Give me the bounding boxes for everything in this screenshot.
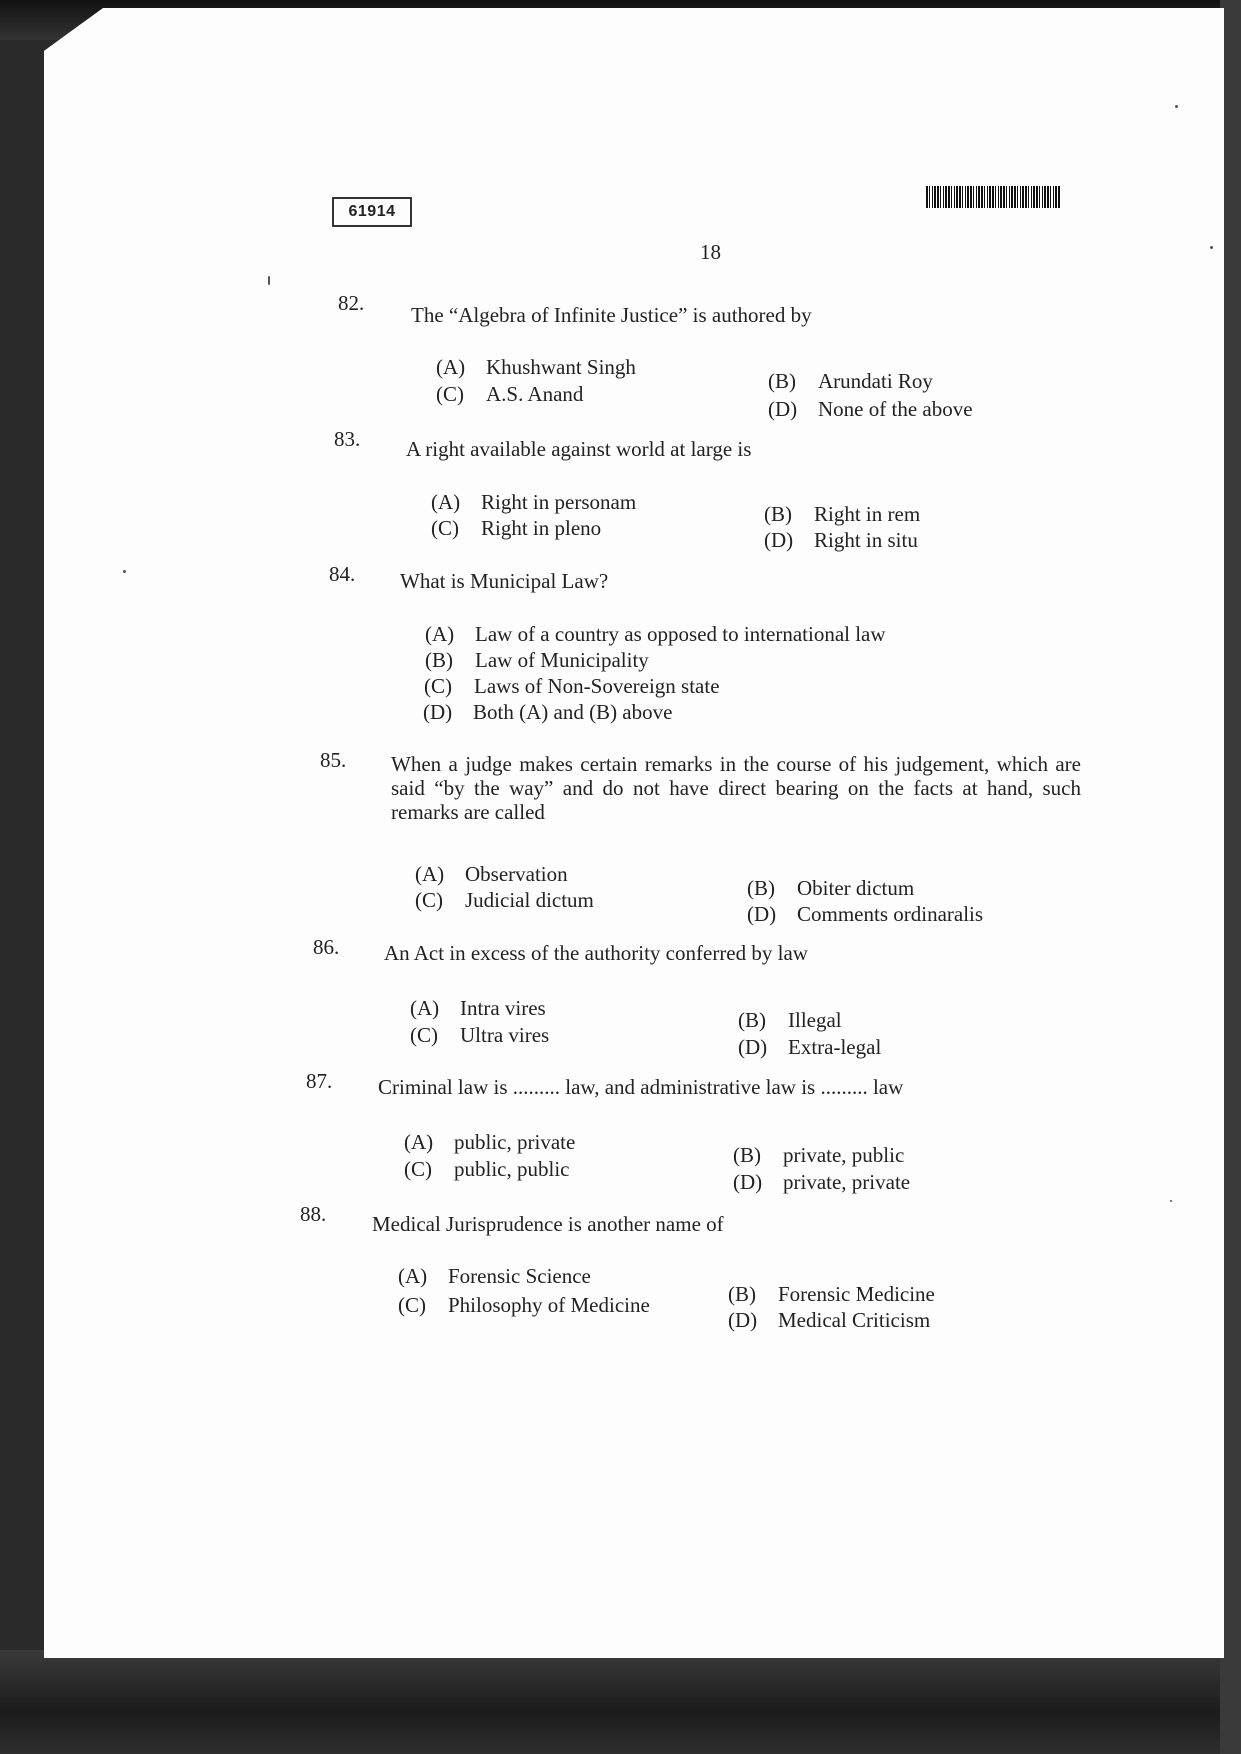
option-text: Arundati Roy [818,369,933,393]
scan-speck [1175,105,1178,108]
question-text: Medical Jurisprudence is another name of [372,1212,724,1236]
option-text: Judicial dictum [465,888,594,912]
option-text: public, private [454,1130,576,1154]
option-b [764,502,920,526]
option-letter: (C) [436,382,464,406]
scan-speck [1210,246,1213,249]
option-c [415,888,594,912]
option-b [728,1282,935,1306]
option-c [436,382,583,406]
option-letter: (B) [738,1008,766,1032]
option-letter: (A) [410,996,440,1020]
option-text: Observation [465,862,568,886]
option-text: Right in rem [814,502,921,526]
question-text: The “Algebra of Infinite Justice” is authored by [411,303,812,327]
question-number: 88. [300,1202,327,1226]
option-a [436,355,636,379]
option-letter: (D) [738,1035,768,1059]
scan-speck [268,276,270,285]
option-d [728,1308,930,1332]
scan-speck [123,570,126,573]
option-text: Forensic Medicine [778,1282,935,1306]
option-text: Laws of Non-Sovereign state [474,674,720,698]
option-b [425,648,649,672]
option-letter: (C) [415,888,443,912]
option-text: public, public [454,1157,570,1181]
question-number: 86. [313,935,340,959]
option-c [424,674,720,698]
option-a [398,1264,591,1288]
option-text: Intra vires [460,996,546,1020]
option-text: Philosophy of Medicine [448,1293,650,1317]
option-letter: (C) [404,1157,432,1181]
option-letter: (B) [768,369,796,393]
scan-speck [1170,1200,1172,1202]
question-number: 84. [329,562,356,586]
option-d [768,397,973,421]
option-letter: (A) [415,862,445,886]
option-text: Medical Criticism [778,1308,931,1332]
question-text: Criminal law is ......... law, and administrative law is ......... law [378,1075,904,1099]
option-a [425,622,886,646]
option-letter: (A) [436,355,466,379]
option-a [404,1130,575,1154]
option-text: Khushwant Singh [486,355,636,379]
question-number: 87. [306,1069,333,1093]
option-letter: (A) [431,490,461,514]
option-b [733,1143,904,1167]
option-text: Forensic Science [448,1264,591,1288]
question-number: 85. [320,748,347,772]
option-letter: (D) [768,397,798,421]
option-letter: (C) [431,516,459,540]
option-letter: (A) [404,1130,434,1154]
option-text: Right in situ [814,528,918,552]
question-text: A right available against world at large is [406,437,752,461]
option-text: Right in personam [481,490,637,514]
option-letter: (C) [398,1293,426,1317]
question-text: What is Municipal Law? [400,569,609,593]
option-text: Law of Municipality [475,648,649,672]
option-letter: (D) [733,1170,763,1194]
option-b [747,876,914,900]
page-number: 18 [700,240,721,264]
option-letter: (B) [764,502,792,526]
option-d [747,902,983,926]
option-letter: (A) [398,1264,428,1288]
option-text: Obiter dictum [797,876,915,900]
option-letter: (C) [424,674,452,698]
option-text: Extra-legal [788,1035,882,1059]
scan-background-bottom [0,1650,1241,1754]
option-a [410,996,546,1020]
paper-sheet [44,8,1224,1658]
option-letter: (B) [728,1282,756,1306]
option-text: Ultra vires [460,1023,550,1047]
option-letter: (D) [747,902,777,926]
option-a [415,862,568,886]
option-d [423,700,672,724]
option-text: Right in pleno [481,516,602,540]
paper-code-box: 61914 [332,197,412,227]
option-a [431,490,636,514]
option-letter: (B) [425,648,453,672]
option-c [404,1157,569,1181]
option-text: A.S. Anand [486,382,584,406]
option-b [738,1008,842,1032]
option-letter: (B) [747,876,775,900]
option-text: Law of a country as opposed to international law [475,622,886,646]
option-text: private, private [783,1170,911,1194]
option-letter: (D) [728,1308,758,1332]
option-c [410,1023,549,1047]
question-number: 82. [338,291,365,315]
option-text: Comments ordinaralis [797,902,984,926]
option-letter: (D) [764,528,794,552]
option-letter: (B) [733,1143,761,1167]
question-text: When a judge makes certain remarks in the course of his judgement, which are said “by the way” and do not have direct bearing on the facts at hand, such remarks are called [391,752,1081,824]
option-b [768,369,933,393]
option-d [764,528,918,552]
option-text: private, public [783,1143,905,1167]
option-text: None of the above [818,397,973,421]
option-c [431,516,601,540]
option-d [733,1170,910,1194]
option-text: Both (A) and (B) above [473,700,673,724]
option-d [738,1035,881,1059]
question-text: An Act in excess of the authority conferred by law [384,941,808,965]
option-c [398,1293,650,1317]
option-text: Illegal [788,1008,842,1032]
option-letter: (D) [423,700,453,724]
option-letter: (C) [410,1023,438,1047]
barcode [926,186,1060,208]
question-number: 83. [334,427,361,451]
option-letter: (A) [425,622,455,646]
